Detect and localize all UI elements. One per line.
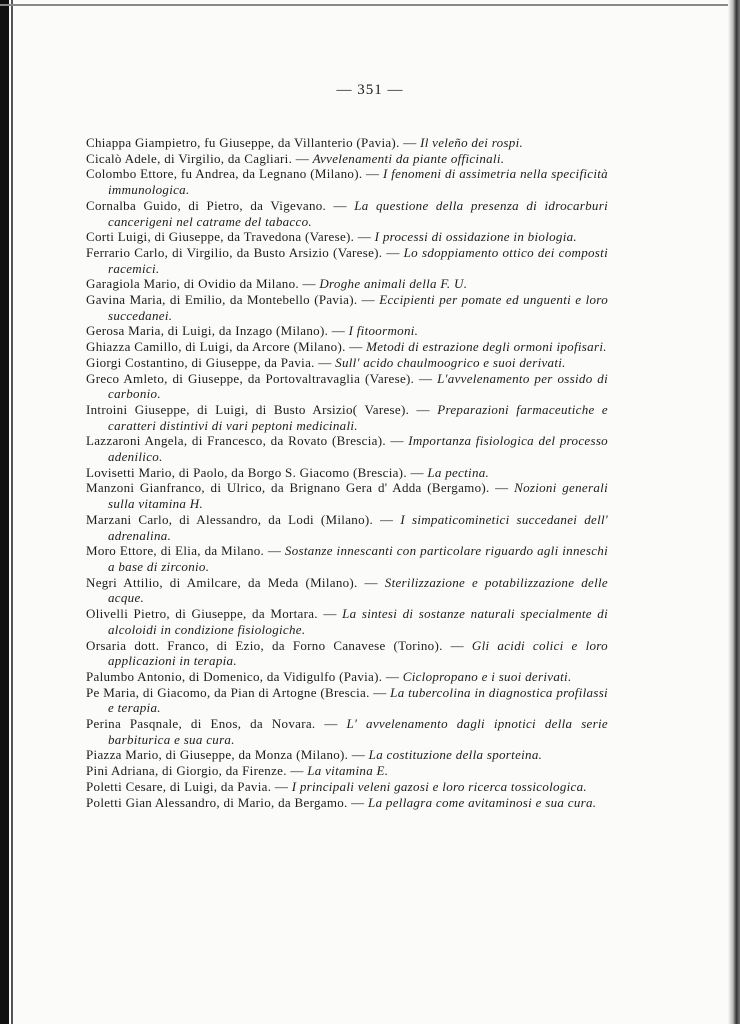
entry-author: Perina Pasqnale, di Enos, da Novara.	[86, 716, 316, 732]
entry-title: La pellagra come avitaminosi e sua cura.	[368, 794, 597, 810]
entry-title: Sostanze innescanti con particolare riguardo agli inneschi a base di zirconio.	[108, 543, 608, 574]
entry-title: Gli acidi colici e loro applicazioni in terapia.	[108, 637, 608, 669]
entry-separator: —	[267, 543, 282, 559]
page-number: — 351 —	[336, 82, 404, 98]
entry-title: Eccipienti per pomate ed unguenti e loro succedanei.	[108, 292, 608, 323]
entry-title: I principali veleni gazosi e loro ricerca tossicologica.	[291, 778, 587, 794]
entry-separator: —	[324, 716, 338, 732]
entry-author: Introini Giuseppe, di Luigi, di Busto Arsizio( Varese).	[86, 401, 410, 417]
entry-author: Cicalò Adele, di Virgilio, da Cagliari.	[86, 150, 293, 166]
list-item	[86, 276, 608, 292]
scan-edge-top	[0, 4, 740, 6]
entry-title: I simpaticominetici succedanei dell' adrenalina.	[108, 511, 608, 543]
list-item	[86, 339, 608, 355]
list-item	[86, 371, 608, 402]
list-item	[86, 135, 608, 151]
list-item	[86, 166, 608, 197]
entry-separator: —	[390, 433, 404, 449]
list-item	[86, 779, 608, 795]
entry-author: Giorgi Costantino, di Giuseppe, da Pavia.	[86, 354, 315, 370]
entry-separator: —	[351, 747, 366, 763]
entry-separator: —	[361, 292, 375, 308]
entry-author: Lovisetti Mario, di Paolo, da Borgo S. Giacomo (Brescia).	[86, 464, 407, 480]
list-item	[86, 543, 608, 574]
entry-separator: —	[450, 637, 464, 653]
scan-edge-left	[0, 0, 9, 1024]
entry-title: Preparazioni farmaceutiche e caratteri distintivi di vari peptoni medicinali.	[108, 401, 608, 433]
list-item	[86, 433, 608, 464]
list-item	[86, 747, 608, 763]
entry-separator: —	[274, 778, 289, 794]
entry-author: Olivelli Pietro, di Giuseppe, da Mortara.	[86, 606, 318, 622]
list-item	[86, 716, 608, 747]
entry-title: L' avvelenamento dagli ipnotici della serie barbiturica e sua cura.	[108, 716, 608, 747]
entry-separator: —	[323, 606, 337, 622]
entry-title: La pectina.	[427, 464, 490, 480]
list-item	[86, 151, 608, 167]
entry-separator: —	[419, 370, 433, 386]
scan-edge-right	[728, 0, 740, 1024]
list-item	[86, 795, 608, 811]
entry-author: Chiappa Giampietro, fu Giuseppe, da Villanterio (Pavia).	[86, 135, 400, 150]
entry-author: Palumbo Antonio, di Domenico, da Vidigulfo (Pavia).	[86, 668, 383, 684]
list-item	[86, 323, 608, 339]
entry-title: La tubercolina in diagnostica profilassi e terapia.	[108, 684, 608, 716]
list-item	[86, 606, 608, 637]
entry-separator: —	[416, 401, 430, 417]
thesis-list	[86, 135, 608, 810]
entry-author: Corti Luigi, di Giuseppe, da Travedona (Varese).	[86, 229, 355, 245]
entry-author: Lazzaroni Angela, di Francesco, da Rovato (Brescia).	[86, 433, 386, 449]
list-item	[86, 229, 608, 245]
entry-separator: —	[351, 794, 365, 810]
entry-separator: —	[373, 684, 387, 700]
list-item	[86, 575, 608, 606]
list-item	[86, 480, 608, 511]
entry-separator: —	[331, 323, 346, 339]
entry-title: Metodi di estrazione degli ormoni ipofisari.	[366, 339, 607, 355]
entry-separator: —	[495, 480, 509, 496]
entry-author: Manzoni Gianfranco, di Ulrico, da Brignano Gera d' Adda (Bergamo).	[86, 480, 490, 496]
entry-separator: —	[364, 574, 378, 590]
entry-author: Greco Amleto, di Giuseppe, da Portovaltravaglia (Varese).	[86, 370, 415, 386]
entry-author: Ferrario Carlo, di Virgilio, da Busto Arsizio (Varese).	[86, 244, 383, 260]
list-item	[86, 638, 608, 669]
entry-title: L'avvelenamento per ossido di carbonio.	[108, 370, 609, 402]
entry-title: Droghe animali della F. U.	[319, 276, 468, 292]
entry-author: Marzani Carlo, di Alessandro, da Lodi (Milano).	[86, 511, 374, 527]
scan-edge-left-line	[11, 0, 13, 1024]
entry-title: Sterilizzazione e potabilizzazione delle acque.	[108, 574, 608, 606]
entry-title: La costituzione della sporteina.	[368, 747, 543, 763]
entry-title: Ciclopropano e i suoi derivati.	[402, 668, 572, 684]
list-item	[86, 763, 608, 779]
entry-author: Poletti Gian Alessandro, di Mario, da Bergamo.	[86, 794, 348, 810]
entry-author: Negri Attilio, di Amilcare, da Meda (Milano).	[86, 574, 358, 590]
entry-separator: —	[333, 197, 347, 213]
list-item	[86, 292, 608, 323]
entry-separator: —	[295, 150, 310, 166]
entry-author: Poletti Cesare, di Luigi, da Pavia.	[86, 778, 272, 794]
entry-title: La questione della presenza di idrocarburi cancerigeni nel catrame del tabacco.	[108, 197, 608, 229]
entry-author: Piazza Mario, di Giuseppe, da Monza (Milano).	[86, 747, 349, 763]
list-item	[86, 685, 608, 716]
entry-author: Garagiola Mario, di Ovidio da Milano.	[86, 276, 299, 292]
entry-author: Gerosa Maria, di Luigi, da Inzago (Milano).	[86, 323, 329, 339]
entry-separator: —	[380, 511, 394, 527]
entry-author: Ghiazza Camillo, di Luigi, da Arcore (Milano).	[86, 339, 346, 355]
entry-author: Colombo Ettore, fu Andrea, da Legnano (Milano).	[86, 166, 363, 182]
entry-title: Lo sdoppiamento ottico dei composti racemici.	[108, 244, 608, 276]
entry-title: La sintesi di sostanze naturali specialmente di alcoloidi in condizione fisiologiche.	[108, 606, 609, 637]
list-item	[86, 465, 608, 481]
entry-title: I fitoormoni.	[348, 323, 419, 339]
entry-separator: —	[386, 244, 400, 260]
list-item	[86, 245, 608, 276]
entry-title: Avvelenamenti da piante officinali.	[312, 150, 505, 166]
entry-separator: —	[302, 276, 316, 292]
entry-separator: —	[349, 339, 363, 355]
entry-author: Pini Adriana, di Giorgio, da Firenze.	[86, 763, 287, 779]
entry-title: I processi di ossidazione in biologia.	[374, 229, 577, 245]
entry-title: Nozioni generali sulla vitamina H.	[108, 480, 608, 512]
entry-author: Cornalba Guido, di Pietro, da Vigevano.	[86, 197, 327, 213]
list-item	[86, 402, 608, 433]
entry-author: Orsaria dott. Franco, di Ezio, da Forno Canavese (Torino).	[86, 637, 443, 653]
entry-title: Sull' acido chaulmoogrico e suoi derivati.	[335, 354, 566, 370]
entry-title: Importanza fisiologica del processo adenilico.	[108, 433, 608, 465]
entry-separator: —	[385, 668, 400, 684]
entry-separator: —	[366, 166, 380, 182]
entry-separator: —	[357, 229, 372, 245]
list-item	[86, 355, 608, 371]
entry-author: Pe Maria, di Giacomo, da Pian di Artogne (Brescia.	[86, 684, 370, 700]
entry-author: Moro Ettore, di Elia, da Milano.	[86, 543, 265, 559]
entry-separator: —	[410, 464, 424, 480]
entry-title: I fenomeni di assimetria nella specificità immunologica.	[108, 166, 608, 198]
entry-title: La vitamina E.	[307, 763, 389, 779]
list-item	[86, 669, 608, 685]
entry-separator: —	[290, 763, 304, 779]
entry-title: Il veleño dei rospi.	[420, 135, 524, 150]
entry-separator: —	[403, 135, 417, 150]
entry-separator: —	[318, 354, 332, 370]
list-item	[86, 512, 608, 543]
list-item	[86, 198, 608, 229]
entry-author: Gavina Maria, di Emilio, da Montebello (Pavia).	[86, 292, 358, 308]
